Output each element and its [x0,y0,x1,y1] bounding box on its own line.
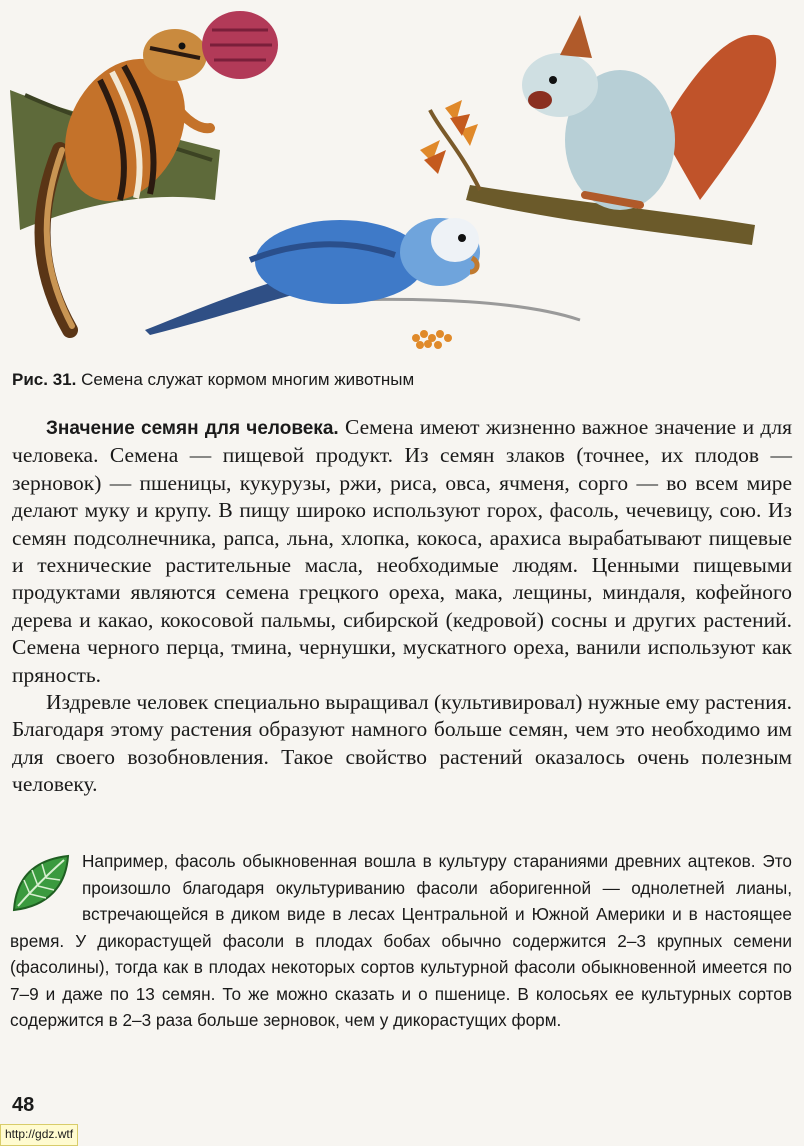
page-number: 48 [12,1094,35,1116]
parakeet-illustration [145,218,580,349]
main-text [12,414,792,799]
side-note [10,848,792,1034]
watermark-link[interactable]: http://gdz.wtf [0,1124,78,1146]
leaf-icon [10,852,72,914]
paragraph-1-text: Семена имеют жизненно важное значение и для человека. Семена — пищевой продукт. Из семян злаков (точнее, их плодов — зерновок) — пшеницы, кукурузы, ржи, риса, овса, ячменя, сорго — во всем мире делают муку и крупу. В пищу широко используют горох, фасоль, чечевицу, сою. Из семян подсолнечника, рапса, льна, хлопка, кокоса, арахиса вырабатывают пищевые и технические растительные масла, необходимые людям. Ценными пищевыми продуктами являются семена грецкого ореха, мака, лещины, миндаля, кофейного дерева и какао, кокосовой пальмы, сибирской (кедровой) сосны и других растений. Семена черного перца, тмина, чернушки, мускатного ореха, ванили используют как пряность. [12,415,792,687]
squirrel-illustration [420,15,776,245]
figure-31-illustration [0,0,804,365]
figure-label: Рис. 31. [12,370,77,389]
side-note-text: Например, фасоль обыкновенная вошла в культуру стараниями древних ацтеков. Это произошло благодаря окультуриванию фасоли аборигенной — однолетней лианы, встречающейся в диком виде в лесах Центральной и Южной Америки и в настоящее время. У дикорастущей фасоли в плодах бобах обычно содержится 2–3 крупных семени (фасолины), тогда как в плодах некоторых сортов культурной фасоли обыкновенной имеется по 7–9 и даже по 13 семян. То же можно сказать и о пшенице. В колосьях ее культурных сортов содержится в 2–3 раза больше зерновок, чем у дикорастущих форм. [10,851,792,1030]
figure-caption [12,369,792,391]
paragraph-2: Издревле человек специально выращивал (культивировал) нужные ему растения. Благодаря этому растения образуют намного больше семян, чем это необходимо им для своего возобновления. Такое свойство растений оказалось очень полезным человеку. [12,690,792,797]
paragraph-1 [12,414,792,689]
figure-caption-text: Семена служат кормом многим животным [81,370,415,389]
chipmunk-illustration [10,11,278,330]
section-heading: Значение семян для человека. [46,418,339,439]
